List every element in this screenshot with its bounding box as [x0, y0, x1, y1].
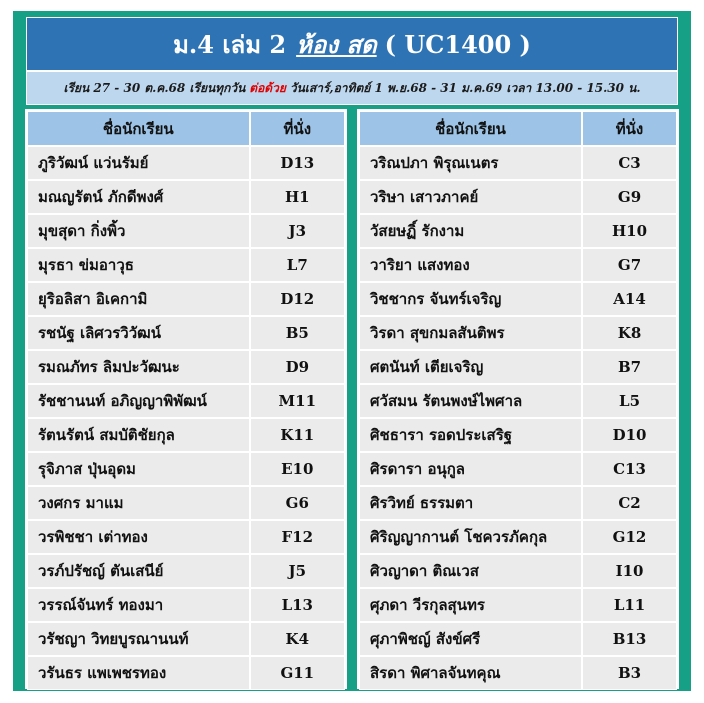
table-row	[359, 588, 677, 622]
table-row	[359, 350, 677, 384]
seat-number: G6	[250, 486, 345, 520]
header-student-name: ชื่อนักเรียน	[359, 111, 582, 146]
student-name: ศิรวิทย์ ธรรมตา	[359, 486, 582, 520]
table-row	[359, 316, 677, 350]
table-row	[359, 656, 677, 690]
table-row	[359, 282, 677, 316]
seat-number: K11	[250, 418, 345, 452]
table-row	[27, 350, 345, 384]
student-name: ศิชธารา รอดประเสริฐ	[359, 418, 582, 452]
title-course: ม.4 เล่ม 2	[173, 29, 287, 59]
student-name: วรพิชชา เต่าทอง	[27, 520, 250, 554]
seat-number: G9	[582, 180, 677, 214]
seat-number: D13	[250, 146, 345, 180]
seat-number: C3	[582, 146, 677, 180]
seat-number: B13	[582, 622, 677, 656]
seat-number: I10	[582, 554, 677, 588]
student-name: มุขสุดา กิ่งพิ้ว	[27, 214, 250, 248]
seat-number: L7	[250, 248, 345, 282]
seat-number: L11	[582, 588, 677, 622]
seat-number: D12	[250, 282, 345, 316]
student-name: วงศกร มาแม	[27, 486, 250, 520]
student-name: วรันธร แพเพชรทอง	[27, 656, 250, 690]
student-name: รมณภัทร ลิมปะวัฒนะ	[27, 350, 250, 384]
schedule-dates: เรียน 27 - 30 ต.ค.68 เรียนทุกวัน	[63, 80, 246, 95]
schedule-frame	[13, 11, 691, 691]
student-name: วริษา เสาวภาคย์	[359, 180, 582, 214]
student-name: ศตนันท์ เตียเจริญ	[359, 350, 582, 384]
seat-number: F12	[250, 520, 345, 554]
table-row	[359, 248, 677, 282]
seat-number: H1	[250, 180, 345, 214]
seating-panel-right	[357, 109, 679, 689]
table-row	[359, 452, 677, 486]
student-name: วิรดา สุขกมลสันติพร	[359, 316, 582, 350]
seat-number: L13	[250, 588, 345, 622]
table-row	[359, 146, 677, 180]
student-name: วริณปภา พิรุณเนตร	[359, 146, 582, 180]
title-bar	[26, 17, 678, 71]
table-row	[359, 554, 677, 588]
seat-number: D9	[250, 350, 345, 384]
seat-number: K4	[250, 622, 345, 656]
seating-table-left	[27, 111, 345, 690]
seat-number: L5	[582, 384, 677, 418]
table-row	[27, 554, 345, 588]
table-row	[27, 316, 345, 350]
student-name: วรรณ์จันทร์ ทองมา	[27, 588, 250, 622]
seat-number: C13	[582, 452, 677, 486]
student-name: สิรดา พิศาลจันทคุณ	[359, 656, 582, 690]
student-name: วัสยษฏิ์ รักงาม	[359, 214, 582, 248]
table-row	[27, 452, 345, 486]
table-row	[359, 180, 677, 214]
student-name: ยุริอลิสา อิเคกามิ	[27, 282, 250, 316]
student-name: ภูริวัฒน์ แว่นรัมย์	[27, 146, 250, 180]
student-name: รัชชานนท์ อภิญญาพิพัฒน์	[27, 384, 250, 418]
table-row	[27, 622, 345, 656]
table-row	[27, 282, 345, 316]
seating-rows-left	[27, 146, 345, 690]
title-room: ห้อง สด	[296, 29, 377, 59]
seat-number: J3	[250, 214, 345, 248]
student-name: ศวัสมน รัตนพงษ์ไพศาล	[359, 384, 582, 418]
student-name: วิชชากร จันทร์เจริญ	[359, 282, 582, 316]
seat-number: K8	[582, 316, 677, 350]
seat-number: A14	[582, 282, 677, 316]
seat-number: M11	[250, 384, 345, 418]
header-seat: ที่นั่ง	[250, 111, 345, 146]
student-name: มณญรัตน์ ภักดีพงศ์	[27, 180, 250, 214]
table-row	[27, 214, 345, 248]
seat-number: G7	[582, 248, 677, 282]
seat-number: B5	[250, 316, 345, 350]
schedule-info-bar	[26, 71, 678, 105]
student-name: รชนัฐ เลิศวรวิวัฒน์	[27, 316, 250, 350]
table-row	[27, 384, 345, 418]
student-name: วรภ์ปรัชญ์ ตันเสนีย์	[27, 554, 250, 588]
table-row	[27, 588, 345, 622]
table-row	[27, 520, 345, 554]
table-row	[27, 248, 345, 282]
seating-rows-right	[359, 146, 677, 690]
student-name: ศิรดารา อนุกูล	[359, 452, 582, 486]
student-name: ศุภดา วีรกุลสุนทร	[359, 588, 582, 622]
table-header-row	[27, 111, 345, 146]
student-name: รัตนรัตน์ สมบัติชัยกุล	[27, 418, 250, 452]
seat-number: E10	[250, 452, 345, 486]
student-name: รุจิภาส ปุ่นอุดม	[27, 452, 250, 486]
seating-table-right	[359, 111, 677, 690]
table-row	[359, 214, 677, 248]
table-row	[359, 486, 677, 520]
student-name: ศิริญญากานต์ โชควรภัคกุล	[359, 520, 582, 554]
table-row	[27, 418, 345, 452]
schedule-highlight: ต่อด้วย	[249, 80, 286, 95]
seat-number: C2	[582, 486, 677, 520]
table-row	[359, 418, 677, 452]
seating-panel-left	[25, 109, 347, 689]
student-name: ศิวญาดา ติณเวส	[359, 554, 582, 588]
table-row	[27, 180, 345, 214]
title-code: ( UC1400 )	[384, 29, 531, 59]
student-name: ศุภาพิชญ์ สังข์ศรี	[359, 622, 582, 656]
table-row	[27, 486, 345, 520]
seat-number: B7	[582, 350, 677, 384]
seat-number: B3	[582, 656, 677, 690]
seat-number: H10	[582, 214, 677, 248]
student-name: วรัชญา วิทยบูรณานนท์	[27, 622, 250, 656]
seat-number: G11	[250, 656, 345, 690]
table-header-row	[359, 111, 677, 146]
table-row	[27, 146, 345, 180]
schedule-weekend: วันเสาร์,อาทิตย์ 1 พ.ย.68 - 31 ม.ค.69 เวลา 13.00 - 15.30 น.	[289, 80, 641, 95]
header-student-name: ชื่อนักเรียน	[27, 111, 250, 146]
table-row	[359, 520, 677, 554]
seat-number: D10	[582, 418, 677, 452]
seat-number: J5	[250, 554, 345, 588]
table-row	[359, 622, 677, 656]
table-row	[359, 384, 677, 418]
header-seat: ที่นั่ง	[582, 111, 677, 146]
student-name: มุรธา ข่มอาวุธ	[27, 248, 250, 282]
seat-number: G12	[582, 520, 677, 554]
student-name: วาริยา แสงทอง	[359, 248, 582, 282]
table-row	[27, 656, 345, 690]
